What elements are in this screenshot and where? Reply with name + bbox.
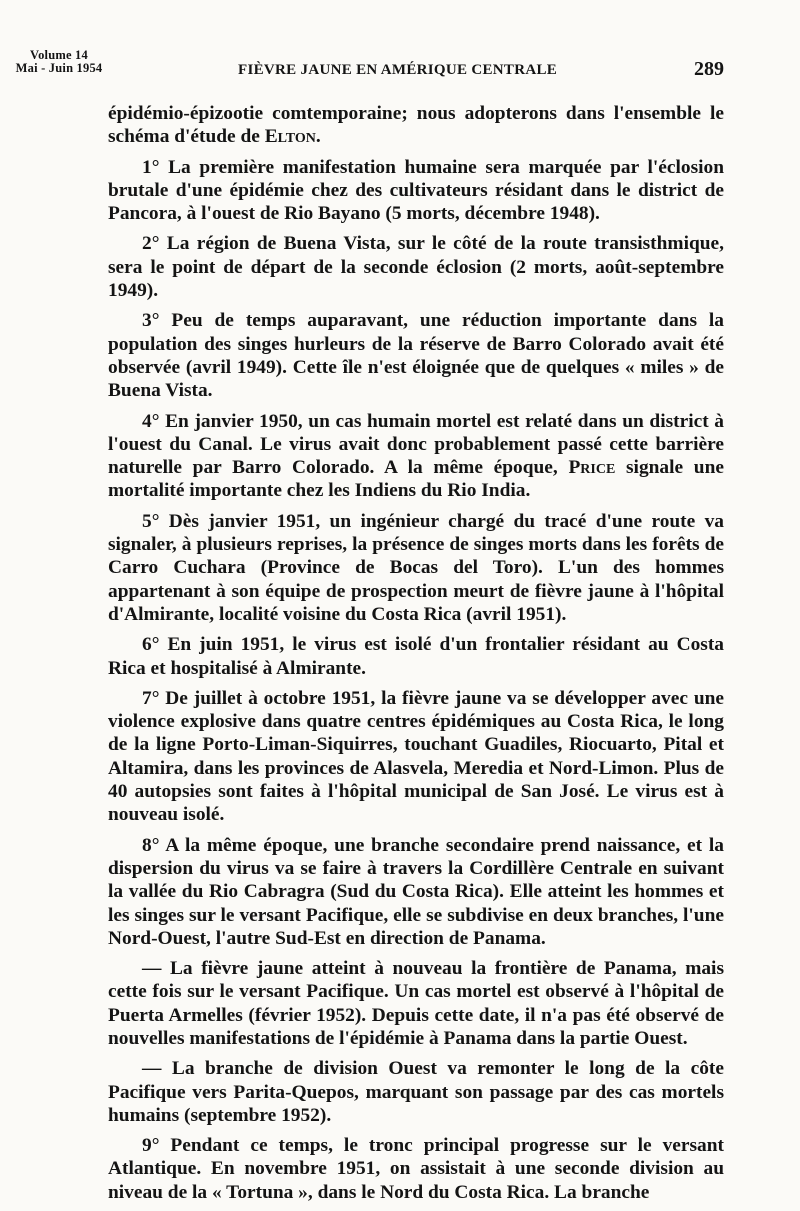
paragraph: 9° Pendant ce temps, le tronc principal progresse sur le versant Atlantique. En novembre 1951, on assistait à une seconde division au niveau de la « Tortuna », dans le Nord du Costa Rica. La branche bbox=[108, 1135, 724, 1203]
running-title: FIÈVRE JAUNE EN AMÉRIQUE CENTRALE bbox=[238, 62, 558, 78]
volume-info bbox=[4, 49, 114, 75]
paragraph: — La branche de division Ouest va remonter le long de la côte Pacifique vers Parita-Quepos, marquant son passage par des cas mortels humains (septembre 1952). bbox=[108, 1058, 724, 1126]
paragraph: 5° Dès janvier 1951, un ingénieur chargé du tracé d'une route va signaler, à plusieurs reprises, la présence de singes morts dans les forêts de Carro Cuchara (Province de Bocas del Toro). L'un des hommes appartenant à son équipe de prospection meurt de fièvre jaune à l'hôpital d'Almirante, localité voisine du Costa Rica (avril 1951). bbox=[108, 510, 724, 625]
issue-date: Mai - Juin 1954 bbox=[15, 61, 103, 75]
paragraph: 6° En juin 1951, le virus est isolé d'un frontalier résidant au Costa Rica et hospitalisé à Almirante. bbox=[108, 634, 724, 679]
page-number: 289 bbox=[694, 58, 724, 80]
volume-number: Volume 14 bbox=[30, 48, 88, 62]
paragraph: 1° La première manifestation humaine sera marquée par l'éclosion brutale d'une épidémie chez des cultivateurs résidant dans le district de Pancora, à l'ouest de Rio Bayano (5 morts, décembre 1948). bbox=[108, 156, 724, 225]
paragraph: 3° Peu de temps auparavant, une réduction importante dans la population des singes hurleurs de la réserve de Barro Colorado avait été observée (avril 1949). Cette île n'est éloignée que de quelques « miles » de Buena Vista. bbox=[108, 310, 724, 402]
body-text bbox=[108, 102, 724, 1211]
paragraph: 2° La région de Buena Vista, sur le côté de la route transisthmique, sera le point de départ de la seconde éclosion (2 morts, août-septembre 1949). bbox=[108, 233, 724, 302]
paragraph: 8° A la même époque, une branche secondaire prend naissance, et la dispersion du virus va se faire à travers la Cordillère Centrale en suivant la vallée du Rio Cabragra (Sud du Costa Rica). Elle atteint les hommes et les singes sur le versant Pacifique, elle se subdivise en deux branches, l'une Nord-Ouest, l'autre Sud-Est en direction de Panama. bbox=[108, 834, 724, 949]
paragraph: 7° De juillet à octobre 1951, la fièvre jaune va se développer avec une violence explosive dans quatre centres épidémiques au Costa Rica, le long de la ligne Porto-Liman-Siquirres, touchant Guadiles, Riocuarto, Pital et Altamira, dans les provinces de Alasvela, Meredia et Nord-Limon. Plus de 40 autopsies sont faites à l'hôpital municipal de San José. Le virus est à nouveau isolé. bbox=[108, 687, 724, 826]
paragraph: — La fièvre jaune atteint à nouveau la frontière de Panama, mais cette fois sur le versant Pacifique. Un cas mortel est observé à l'hôpital de Puerta Armelles (février 1952). Depuis cette date, il n'a pas été observé de nouvelles manifestations de l'épidémie à Panama dans la partie Ouest. bbox=[108, 958, 724, 1049]
paragraph: épidémio-épizootie comtemporaine; nous adopterons dans l'ensemble le schéma d'étude de Elton. bbox=[108, 103, 724, 148]
paragraph: 4° En janvier 1950, un cas humain mortel est relaté dans un district à l'ouest du Canal. Le virus avait donc probablement passé cette barrière naturelle par Barro Colorado. A la même époque, Price signale une mortalité importante chez les Indiens du Rio India. bbox=[108, 410, 724, 502]
